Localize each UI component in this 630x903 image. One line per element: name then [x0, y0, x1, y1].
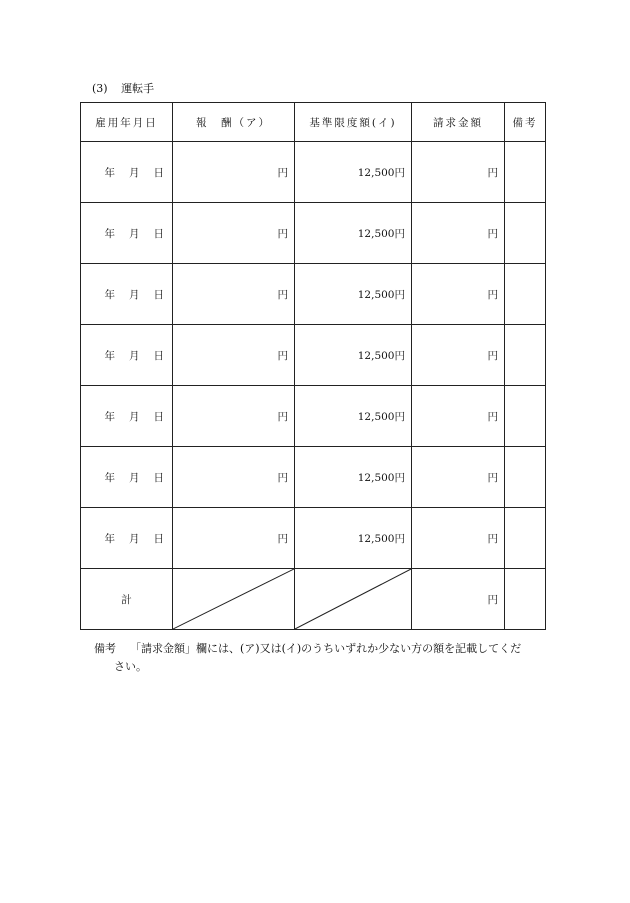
date-cell[interactable]	[81, 386, 173, 447]
pay-cell[interactable]: 円	[173, 508, 295, 569]
year-label: 年	[104, 166, 115, 179]
claim-cell[interactable]: 円	[412, 203, 505, 264]
total-note-cell[interactable]	[505, 569, 546, 630]
section-title	[92, 80, 154, 96]
month-label: 月	[129, 288, 140, 301]
claim-cell[interactable]: 円	[412, 264, 505, 325]
date-cell[interactable]	[81, 325, 173, 386]
pay-cell[interactable]: 円	[173, 203, 295, 264]
note-cell[interactable]	[505, 264, 546, 325]
month-label: 月	[129, 410, 140, 423]
remark-text-line1: 「請求金額」欄には、(ア)又は(イ)のうちいずれか少ない方の額を記載してくだ	[130, 642, 522, 655]
day-label: 日	[153, 471, 164, 484]
claim-cell[interactable]: 円	[412, 142, 505, 203]
date-cell[interactable]	[81, 142, 173, 203]
month-label: 月	[129, 471, 140, 484]
pay-cell[interactable]: 円	[173, 386, 295, 447]
driver-fee-table	[80, 102, 546, 630]
limit-cell: 12,500円	[295, 386, 412, 447]
day-label: 日	[153, 288, 164, 301]
limit-cell: 12,500円	[295, 264, 412, 325]
month-label: 月	[129, 227, 140, 240]
remark-note	[94, 640, 554, 676]
header-limit: 基準限度額(イ)	[295, 103, 412, 142]
year-label: 年	[104, 532, 115, 545]
section-number: (3)	[92, 82, 108, 95]
table-row	[81, 142, 546, 203]
note-cell[interactable]	[505, 142, 546, 203]
table-row	[81, 264, 546, 325]
header-pay: 報 酬（ア）	[173, 103, 295, 142]
day-label: 日	[153, 532, 164, 545]
header-note: 備考	[505, 103, 546, 142]
total-label: 計	[81, 569, 173, 630]
total-claim-cell[interactable]: 円	[412, 569, 505, 630]
day-label: 日	[153, 227, 164, 240]
pay-cell[interactable]: 円	[173, 264, 295, 325]
claim-cell[interactable]: 円	[412, 325, 505, 386]
table-row	[81, 508, 546, 569]
year-label: 年	[104, 288, 115, 301]
remark-text-line2: さい。	[114, 660, 147, 673]
date-cell[interactable]	[81, 508, 173, 569]
pay-cell[interactable]: 円	[173, 142, 295, 203]
total-pay-crossed	[173, 569, 295, 630]
note-cell[interactable]	[505, 508, 546, 569]
claim-cell[interactable]: 円	[412, 447, 505, 508]
date-cell[interactable]	[81, 264, 173, 325]
table-row	[81, 325, 546, 386]
header-claim: 請求金額	[412, 103, 505, 142]
header-employment-date: 雇用年月日	[81, 103, 173, 142]
note-cell[interactable]	[505, 203, 546, 264]
note-cell[interactable]	[505, 447, 546, 508]
year-label: 年	[104, 349, 115, 362]
month-label: 月	[129, 349, 140, 362]
limit-cell: 12,500円	[295, 142, 412, 203]
month-label: 月	[129, 532, 140, 545]
table-row	[81, 203, 546, 264]
limit-cell: 12,500円	[295, 447, 412, 508]
note-cell[interactable]	[505, 386, 546, 447]
limit-cell: 12,500円	[295, 508, 412, 569]
year-label: 年	[104, 410, 115, 423]
total-limit-crossed	[295, 569, 412, 630]
pay-cell[interactable]: 円	[173, 447, 295, 508]
pay-cell[interactable]: 円	[173, 325, 295, 386]
total-row	[81, 569, 546, 630]
section-title-text: 運転手	[121, 82, 155, 95]
day-label: 日	[153, 349, 164, 362]
limit-cell: 12,500円	[295, 203, 412, 264]
claim-cell[interactable]: 円	[412, 508, 505, 569]
year-label: 年	[104, 471, 115, 484]
diagonal-line	[295, 569, 411, 629]
date-cell[interactable]	[81, 203, 173, 264]
table-row	[81, 386, 546, 447]
diagonal-line	[173, 569, 294, 629]
note-cell[interactable]	[505, 325, 546, 386]
claim-cell[interactable]: 円	[412, 386, 505, 447]
month-label: 月	[129, 166, 140, 179]
year-label: 年	[104, 227, 115, 240]
table-row	[81, 447, 546, 508]
limit-cell: 12,500円	[295, 325, 412, 386]
day-label: 日	[153, 166, 164, 179]
day-label: 日	[153, 410, 164, 423]
remark-label: 備考	[94, 642, 116, 655]
header-row	[81, 103, 546, 142]
date-cell[interactable]	[81, 447, 173, 508]
